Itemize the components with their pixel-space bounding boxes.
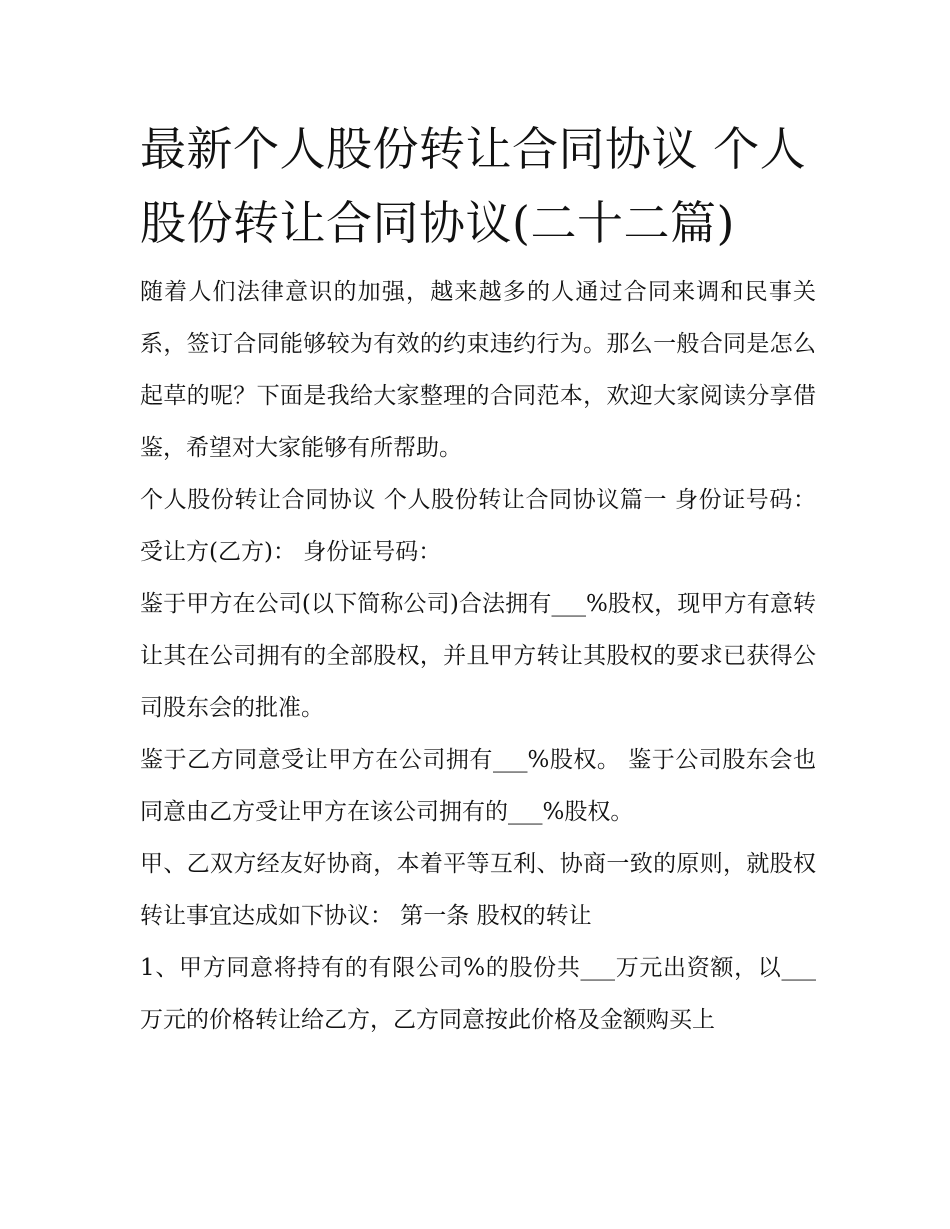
agreement-paragraph: 甲、乙双方经友好协商，本着平等互利、协商一致的原则，就股权转让事宜达成如下协议： 第一条 股权的转让: [140, 851, 816, 929]
whereas-paragraph-1: 鉴于甲方在公司(以下简称公司)合法拥有___%股权，现甲方有意转让其在公司拥有的全部股权，并且甲方转让其股权的要求已获得公司股东会的批准。: [140, 591, 816, 721]
whereas-paragraph-2: 鉴于乙方同意受让甲方在公司拥有___%股权。 鉴于公司股东会也同意由乙方受让甲方在该公司拥有的___%股权。: [140, 747, 816, 825]
parties-paragraph: 个人股份转让合同协议 个人股份转让合同协议篇一 身份证号码： 受让方(乙方)： 身份证号码：: [140, 487, 816, 565]
document-title: 最新个人股份转让合同协议 个人股份转让合同协议(二十二篇): [140, 122, 807, 250]
document-page: [140, 112, 816, 1046]
intro-paragraph: 随着人们法律意识的加强，越来越多的人通过合同来调和民事关系，签订合同能够较为有效的约束违约行为。那么一般合同是怎么起草的呢？下面是我给大家整理的合同范本，欢迎大家阅读分享借鉴，希望对大家能够有所帮助。: [140, 279, 816, 461]
clause-1-paragraph: 1、甲方同意将持有的有限公司%的股份共___万元出资额，以___万元的价格转让给乙方，乙方同意按此价格及金额购买上: [140, 955, 816, 1033]
